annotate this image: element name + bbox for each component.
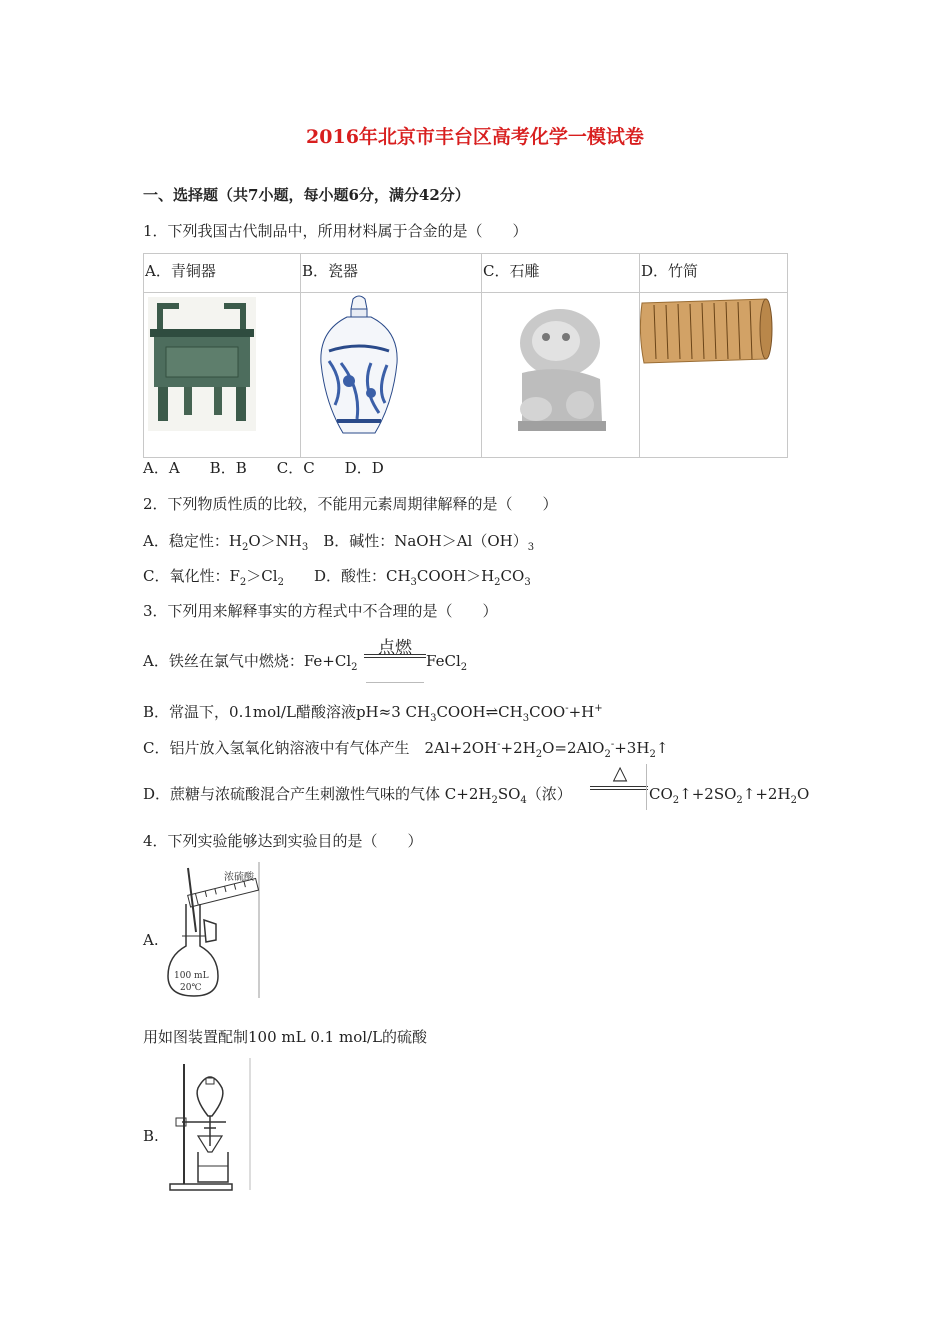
flask-volume-label: 100 mL (174, 971, 209, 981)
question-2-row-1: A．稳定性：$H_2O>NH_3$ B．碱性：$NaOH>Al(OH)_3$ (143, 532, 535, 553)
option-d-text: D．酸性： (313, 567, 386, 585)
question-3-stem: 3．下列用来解释事实的方程式中不合理的是（ ） (143, 602, 498, 620)
option-b-label: B．瓷器 (302, 262, 359, 280)
ignite-condition: 点燃 (378, 638, 412, 658)
acid-label: 浓硫酸 (224, 872, 254, 883)
flask-temp-label: 20℃ (180, 983, 202, 993)
stone-lion-image (482, 293, 639, 453)
option-d-label: D．竹简 (641, 262, 699, 280)
option-a-text: A．稳定性： (143, 532, 229, 550)
option-c-text: C．氧化性： (143, 567, 230, 585)
bamboo-slip-cell (640, 293, 788, 458)
reaction-bar-bottom (364, 657, 426, 658)
section-heading: 一、选择题（共7小题，每小题6分，满分42分） (143, 186, 470, 204)
option-a-label: A．青铜器 (145, 262, 216, 280)
porcelain-vase-image (301, 293, 481, 453)
separatory-funnel-diagram (168, 1058, 252, 1194)
heat-condition: △ (612, 762, 628, 784)
option-c-label: C．石雕 (483, 262, 540, 280)
porcelain-cell (301, 293, 482, 458)
option-b-cell (301, 254, 482, 293)
bronze-cell (144, 293, 301, 458)
option-b-label: B. (143, 1127, 159, 1145)
volumetric-flask-diagram (166, 862, 262, 1000)
reaction-bar-top (590, 786, 648, 787)
reaction-bar-bottom (590, 789, 648, 790)
option-c-cell (482, 254, 640, 293)
question-3-option-a: A．铁丝在氯气中燃烧：$Fe+Cl_2$ (143, 652, 358, 673)
question-1-answers: A．A B．B C．C D．D (143, 459, 384, 477)
option-d-cell (640, 254, 788, 293)
bamboo-slips-image (640, 293, 786, 453)
question-3-option-c: C．铝片放入氢氧化钠溶液中有气体产生 $2Al+2OH^-+2H_2O=2AlO_2^-+3H_2↑$ (143, 739, 669, 760)
ferric-chloride-product: FeCl$_2$ (426, 652, 468, 673)
question-3-option-b: B．常温下，0.1mol/L醋酸溶液pH≈3 $CH_3COOH\rightleftharpoons CH_3COO^-+H^+$ (143, 703, 603, 724)
option-a-caption: 用如图装置配制100 mL 0.1 mol/L的硫酸 (143, 1028, 428, 1046)
option-a-label: A. (143, 931, 159, 949)
question-2-stem: 2．下列物质性质的比较，不能用元素周期律解释的是（ ） (143, 495, 558, 513)
stone-carving-cell (482, 293, 640, 458)
option-b-text: B．常温下，0.1mol/L醋酸溶液pH≈3 CH (143, 703, 431, 721)
reaction-bar-top (364, 654, 426, 655)
option-d-text: D．蔗糖与浓硫酸混合产生刺激性气味的气体 C+2H (143, 785, 492, 803)
bronze-vessel-image (144, 293, 300, 453)
option-b-text: B．碱性：NaOH＞Al（OH） (323, 532, 528, 550)
question-2-row-2: C．氧化性：$F_2>Cl_2$ D．酸性：$CH_3COOH>H_2CO_3$ (143, 567, 531, 588)
option-a-cell (144, 254, 301, 293)
option-a-text: A．铁丝在氯气中燃烧：Fe+Cl (143, 652, 352, 670)
option-c-text: C．铝片放入氢氧化钠溶液中有气体产生 2Al+2OH (143, 739, 498, 757)
question-3-option-d: D．蔗糖与浓硫酸混合产生刺激性气味的气体 $C+2H_2SO_4$（浓） (143, 785, 572, 806)
question-4-stem: 4．下列实验能够达到实验目的是（ ） (143, 832, 423, 850)
question-1-stem: 1．下列我国古代制品中，所用材料属于合金的是（ ） (143, 222, 528, 240)
reaction-underline (366, 682, 424, 683)
question-1-options-table (143, 253, 788, 458)
reaction-right-rule (646, 764, 647, 810)
page-title: 2016年北京市丰台区高考化学一模试卷 (306, 126, 644, 148)
question-3-option-d-products: $CO_2↑+2SO_2↑+2H_2O$ (649, 785, 810, 806)
